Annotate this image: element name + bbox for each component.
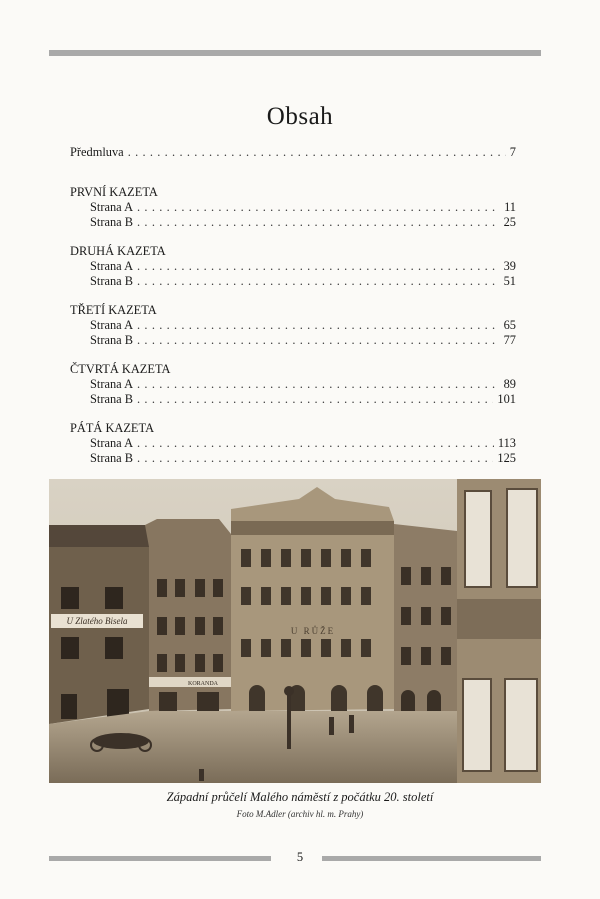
toc-section-heading: ČTVRTÁ KAZETA: [70, 362, 171, 376]
toc-section-heading: DRUHÁ KAZETA: [70, 244, 166, 258]
toc-entry[interactable]: [70, 200, 516, 215]
toc-entry[interactable]: [70, 377, 516, 392]
dot-leader: [137, 392, 493, 407]
toc-entry-page: 25: [503, 215, 516, 229]
shop-sign-left: U Zlatého Bisela: [66, 616, 128, 626]
toc-section-heading: TŘETÍ KAZETA: [70, 303, 157, 317]
toc-entry-page: 65: [503, 318, 516, 332]
dot-leader: [137, 451, 493, 466]
toc-entry-label: Strana A: [90, 436, 134, 450]
toc-entry[interactable]: [70, 215, 516, 230]
toc-entry-page: 77: [503, 333, 516, 347]
toc-entry-label: Strana A: [90, 318, 134, 332]
photo-caption: Západní průčelí Malého náměstí z počátku 20. století: [166, 790, 434, 804]
toc-entry-label: Předmluva: [70, 145, 124, 159]
toc-entry-label: Strana A: [90, 259, 134, 273]
dot-leader: [137, 436, 494, 451]
toc-entry-page: 7: [509, 145, 516, 159]
table-of-contents: [70, 145, 516, 506]
toc-entry[interactable]: [70, 451, 516, 466]
toc-entry-label: Strana B: [90, 215, 134, 229]
dot-leader: [137, 274, 500, 289]
shop-sign-right: KORANDA: [188, 681, 218, 687]
toc-entry-page: 113: [497, 436, 516, 450]
top-rule: [49, 50, 541, 56]
toc-entry[interactable]: [70, 259, 516, 274]
dot-leader: [137, 318, 500, 333]
toc-entry-label: Strana B: [90, 392, 134, 406]
page-title: Obsah: [266, 103, 334, 130]
dot-leader: [137, 377, 500, 392]
toc-entry-page: 89: [503, 377, 516, 391]
toc-entry-label: Strana A: [90, 377, 134, 391]
dot-leader: [137, 200, 500, 215]
toc-entry-page: 11: [504, 200, 516, 214]
toc-entry-label: Strana B: [90, 333, 134, 347]
toc-entry[interactable]: [70, 333, 516, 348]
toc-entry[interactable]: [70, 318, 516, 333]
toc-entry-label: Strana B: [90, 274, 134, 288]
toc-entry-predmluva[interactable]: [70, 145, 516, 160]
toc-entry-label: Strana B: [90, 451, 134, 465]
toc-entry-page: 51: [503, 274, 516, 288]
dot-leader: [137, 215, 500, 230]
toc-entry-page: 101: [497, 392, 516, 406]
toc-entry[interactable]: [70, 392, 516, 407]
toc-section-heading: PÁTÁ KAZETA: [70, 421, 155, 435]
toc-entry[interactable]: [70, 274, 516, 289]
toc-section-heading: PRVNÍ KAZETA: [70, 185, 158, 199]
toc-entry[interactable]: [70, 436, 516, 451]
toc-entry-page: 125: [497, 451, 516, 465]
historic-square-photo: [49, 479, 541, 783]
bottom-rule-right: [322, 856, 541, 861]
dot-leader: [128, 145, 506, 160]
toc-entry-label: Strana A: [90, 200, 134, 214]
page-number: 5: [296, 850, 304, 864]
photo-credit: Foto M.Adler (archiv hl. m. Prahy): [236, 809, 364, 819]
facade-inscription: U RŮŽE: [290, 626, 336, 636]
dot-leader: [137, 333, 500, 348]
dot-leader: [137, 259, 500, 274]
toc-entry-page: 39: [503, 259, 516, 273]
